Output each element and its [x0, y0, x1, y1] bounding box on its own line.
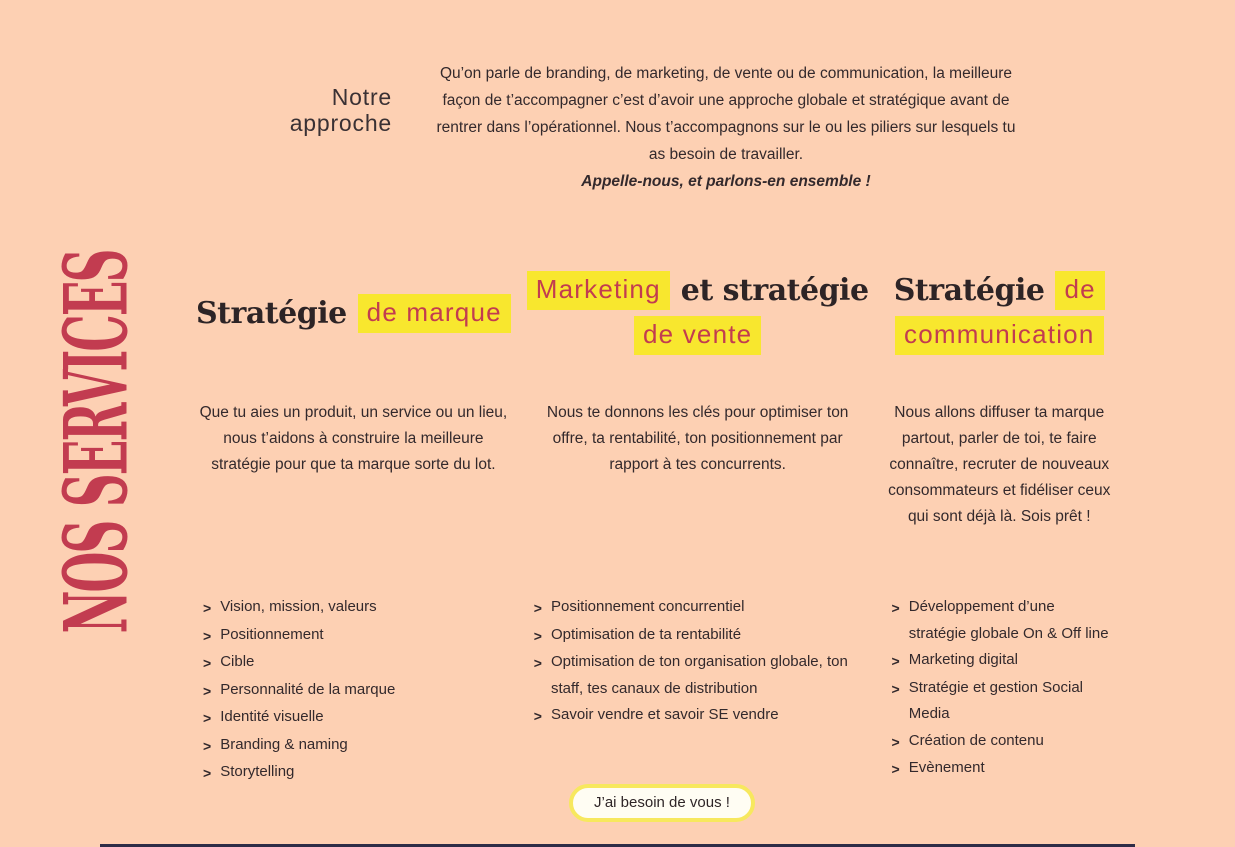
list-item-label: Optimisation de ton organisation globale, ton staff, tes canaux de distribution — [550, 653, 848, 697]
heading-marketing-strategie-vente — [527, 240, 869, 386]
heading-strategie-de-communication — [885, 240, 1114, 386]
heading-line — [196, 294, 511, 333]
list-item — [892, 675, 1114, 728]
approach-cta-line: Appelle-nous, et parlons-en ensemble ! — [581, 173, 871, 190]
list-item — [203, 732, 511, 760]
list-item-label: Développement d’une stratégie globale On & Off line — [908, 598, 1109, 642]
list-item-label: Identité visuelle — [220, 708, 324, 725]
list-item-label: Savoir vendre et savoir SE vendre — [550, 706, 779, 723]
approach-label-line1: Notre — [331, 84, 392, 110]
chevron-bullet-icon: > — [203, 737, 212, 754]
heading-highlight-text: de vente — [634, 316, 761, 355]
list-item — [892, 755, 1114, 783]
chevron-bullet-icon: > — [203, 765, 212, 781]
approach-label-line2: approche — [289, 110, 392, 136]
list-item-label: Branding & naming — [220, 735, 348, 753]
chevron-bullet-icon: > — [533, 708, 542, 724]
heading-line — [895, 316, 1103, 355]
list-item — [203, 759, 511, 787]
chevron-bullet-icon: > — [203, 710, 212, 726]
heading-highlight-text: communication — [895, 316, 1103, 355]
chevron-bullet-icon: > — [891, 600, 900, 616]
list-item — [203, 704, 511, 732]
list-item-label: Storytelling — [220, 763, 295, 780]
chevron-bullet-icon: > — [203, 600, 212, 616]
chevron-bullet-icon: > — [533, 627, 542, 644]
heading-dark-text: Stratégie — [893, 273, 1045, 308]
service-list-communication — [885, 590, 1114, 787]
approach-paragraph: Qu’on parle de branding, de marketing, de vente ou de communication, la meilleure façon de t’accompagner c’est d’avoir une approche globale et stratégique avant de rentrer dans l’opérationnel. Nous t’accompagnons sur le ou les piliers sur lesquels tu as besoin de travailler. — [436, 65, 1016, 163]
chevron-bullet-icon: > — [891, 653, 900, 669]
list-item — [203, 649, 511, 677]
heading-highlight-text: de marque — [358, 294, 511, 333]
description-strategie-de-marque — [196, 386, 511, 590]
list-item — [892, 728, 1114, 756]
service-list-marketing-vente — [527, 590, 869, 787]
heading-highlight-text: de — [1055, 271, 1104, 310]
description-text: Que tu aies un produit, un service ou un lieu, nous t’aidons à construire la meilleure stratégie pour que ta marque sorte du lot. — [199, 404, 508, 473]
list-item — [534, 702, 869, 730]
description-marketing-vente — [527, 386, 869, 590]
description-text: Nous allons diffuser ta marque partout, parler de toi, te faire connaître, recruter de nouveaux consommateurs et fidéliser ceux qui sont déjà là. Sois prêt ! — [888, 404, 1111, 525]
list-item-label: Marketing digital — [908, 651, 1018, 668]
services-columns — [196, 240, 1114, 787]
chevron-bullet-icon: > — [891, 680, 900, 697]
list-item-label: Personnalité de la marque — [220, 680, 396, 698]
list-item-label: Evènement — [908, 759, 985, 776]
list-item-label: Cible — [220, 653, 255, 670]
heading-line — [894, 271, 1105, 310]
description-text: Nous te donnons les clés pour optimiser ton offre, ta rentabilité, ton positionnement par rapport à tes concurrents. — [546, 404, 849, 473]
list-item — [892, 594, 1114, 647]
heading-highlight-text: Marketing — [527, 271, 670, 310]
list-item-label: Positionnement — [220, 625, 324, 643]
list-item-label: Création de contenu — [908, 731, 1044, 749]
chevron-bullet-icon: > — [891, 761, 900, 777]
list-item-label: Stratégie et gestion Social Media — [908, 678, 1084, 722]
list-item — [203, 677, 511, 705]
heading-dark-text: et stratégie — [680, 273, 869, 308]
approach-intro — [428, 60, 1024, 195]
approach-label — [230, 84, 392, 136]
list-item — [203, 622, 511, 650]
list-item — [534, 649, 869, 702]
chevron-bullet-icon: > — [203, 627, 212, 644]
list-item — [534, 594, 869, 622]
section-title-text: NOS SERVICES — [47, 250, 149, 634]
description-communication — [885, 386, 1114, 590]
heading-strategie-de-marque — [196, 240, 511, 386]
list-item — [892, 647, 1114, 675]
heading-line — [527, 271, 869, 310]
chevron-bullet-icon: > — [533, 600, 542, 616]
need-you-button[interactable]: J’ai besoin de vous ! — [569, 784, 755, 822]
chevron-bullet-icon: > — [533, 655, 542, 671]
heading-dark-text: Stratégie — [196, 295, 347, 331]
chevron-bullet-icon: > — [891, 733, 900, 750]
list-item — [203, 594, 511, 622]
heading-line — [634, 316, 761, 355]
list-item-label: Positionnement concurrentiel — [550, 598, 745, 615]
list-item — [534, 622, 869, 650]
list-item-label: Vision, mission, valeurs — [220, 598, 377, 615]
chevron-bullet-icon: > — [203, 655, 212, 671]
service-list-marque — [196, 590, 511, 787]
list-item-label: Optimisation de ta rentabilité — [550, 625, 742, 643]
chevron-bullet-icon: > — [203, 682, 212, 699]
